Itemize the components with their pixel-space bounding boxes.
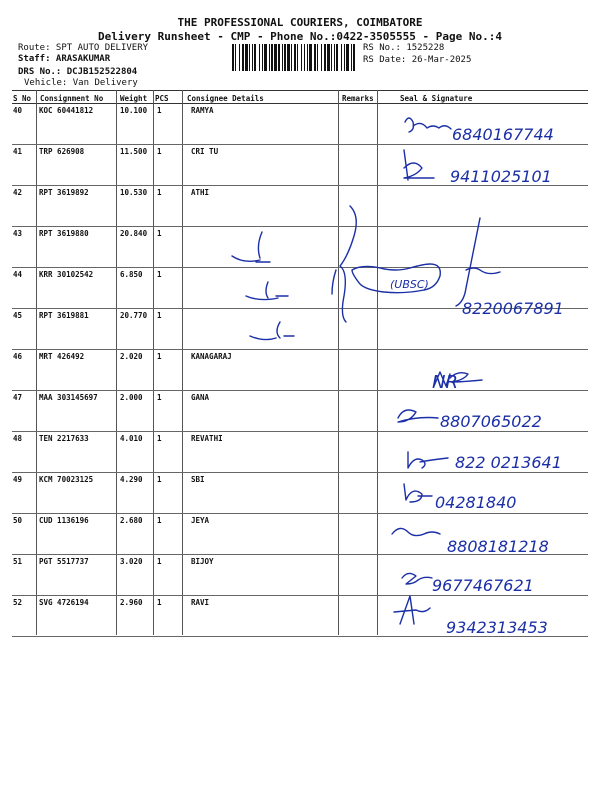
barcode-bar: [245, 44, 248, 71]
consignment-cell: MAA 303145697: [39, 393, 98, 402]
sno-cell: 45: [13, 311, 23, 320]
signature-scrawl-49: [404, 484, 432, 502]
consignee-cell: REVATHI: [191, 434, 223, 443]
pcs-cell: 1: [157, 598, 162, 607]
sno-cell: 52: [13, 598, 23, 607]
pcs-cell: 1: [157, 557, 162, 566]
pcs-cell: 1: [157, 188, 162, 197]
barcode-bar: [271, 44, 273, 71]
row-rule: [12, 431, 588, 432]
oval-mark: [352, 264, 440, 293]
row-rule: [12, 636, 588, 637]
sig-text-43-45-phone: 8220067891: [462, 299, 564, 318]
barcode-bar: [259, 44, 260, 71]
col-pcs: PCS: [155, 94, 169, 103]
sno-cell: 43: [13, 229, 23, 238]
sno-cell: 49: [13, 475, 23, 484]
sig-text-46: NR: [432, 372, 458, 393]
consignee-cell: RAVI: [191, 598, 210, 607]
barcode-bar: [353, 44, 355, 71]
barcode-bar: [278, 44, 280, 71]
drs-label: DRS No.: DCJB152522804: [18, 67, 138, 77]
barcode-bar: [336, 44, 338, 71]
runsheet-subtitle: Delivery Runsheet - CMP - Phone No.:0422-3505555 - Page No.:4: [98, 30, 502, 43]
consignee-cell: CRI TU: [191, 147, 219, 156]
pcs-cell: 1: [157, 434, 162, 443]
barcode-bar: [334, 44, 335, 71]
weight-cell: 4.010: [120, 434, 143, 443]
row-rule: [12, 226, 588, 227]
route-label: Route: SPT AUTO DELIVERY: [18, 43, 149, 53]
pcs-cell: 1: [157, 311, 162, 320]
barcode-bar: [252, 44, 253, 71]
barcode-bar: [274, 44, 277, 71]
consignee-cell: BIJOY: [191, 557, 214, 566]
sig-text-51: 9677467621: [432, 576, 534, 595]
row-rule: [12, 185, 588, 186]
col-consignee: Consignee Details: [187, 94, 264, 103]
barcode-bar: [287, 44, 290, 71]
weight-cell: 4.290: [120, 475, 143, 484]
sig-text-41: 9411025101: [450, 167, 552, 186]
col-weight: Weight: [120, 94, 148, 103]
barcode-bar: [269, 44, 270, 71]
weight-cell: 6.850: [120, 270, 143, 279]
pcs-cell: 1: [157, 229, 162, 238]
consignment-cell: CUD 1136196: [39, 516, 89, 525]
pcs-cell: 1: [157, 352, 162, 361]
barcode-bar: [304, 44, 305, 71]
sig-text-43-45-note: (UBSC): [390, 278, 429, 291]
row-rule: [12, 144, 588, 145]
weight-cell: 20.770: [120, 311, 148, 320]
company-title: THE PROFESSIONAL COURIERS, COIMBATORE: [177, 16, 423, 29]
consignment-cell: SVG 4726194: [39, 598, 89, 607]
barcode-bar: [254, 44, 256, 71]
signature-scrawl-41: [404, 150, 434, 180]
sig-text-49: 04281840: [435, 493, 517, 512]
consignment-cell: RPT 3619880: [39, 229, 89, 238]
sno-cell: 46: [13, 352, 23, 361]
barcode-bar: [294, 44, 296, 71]
barcode-bar: [351, 44, 352, 71]
signature-scrawl-51: [402, 573, 432, 584]
signature-scrawl-50: [392, 528, 440, 535]
barcode-bar: [307, 44, 308, 71]
barcode-image: [232, 44, 356, 71]
consignment-cell: TRP 626908: [39, 147, 85, 156]
barcode-bar: [321, 44, 322, 71]
table-top-rule: [12, 90, 588, 91]
barcode-bar: [324, 44, 326, 71]
brace-mark: [332, 206, 356, 322]
consignment-cell: MRT 426492: [39, 352, 85, 361]
vehicle-label: Vehicle: Van Delivery: [24, 78, 138, 88]
pcs-cell: 1: [157, 475, 162, 484]
weight-cell: 2.680: [120, 516, 143, 525]
weight-cell: 3.020: [120, 557, 143, 566]
barcode-bar: [314, 44, 316, 71]
consignee-cell: JEYA: [191, 516, 210, 525]
sno-cell: 47: [13, 393, 23, 402]
consignee-cell: KANAGARAJ: [191, 352, 232, 361]
sig-text-52: 9342313453: [446, 618, 548, 637]
sno-cell: 40: [13, 106, 23, 115]
sno-cell: 48: [13, 434, 23, 443]
consignment-cell: KCM 70023125: [39, 475, 94, 484]
consignee-cell: ATHI: [191, 188, 210, 197]
signature-scrawl-52: [394, 596, 430, 624]
weight-cell: 10.100: [120, 106, 148, 115]
weight-cell: 11.500: [120, 147, 148, 156]
weight-cell: 2.000: [120, 393, 143, 402]
row-rule: [12, 390, 588, 391]
row-rule: [12, 267, 588, 268]
barcode-bar: [232, 44, 234, 71]
rs-date: RS Date: 26-Mar-2025: [363, 55, 472, 65]
sig-text-47: 8807065022: [440, 412, 542, 431]
row-rule: [12, 349, 588, 350]
signature-scrawl-40: [405, 118, 451, 132]
barcode-bar: [249, 44, 250, 71]
barcode-bar: [291, 44, 292, 71]
weight-cell: 10.530: [120, 188, 148, 197]
staff-label: Staff: ARASAKUMAR: [18, 54, 111, 64]
sno-cell: 50: [13, 516, 23, 525]
header-bottom-rule: [12, 103, 588, 104]
signature-scrawl-43-45: [456, 218, 500, 306]
barcode-bar: [239, 44, 240, 71]
barcode-bar: [297, 44, 298, 71]
barcode-bar: [317, 44, 318, 71]
row-rule: [12, 308, 588, 309]
sig-text-40: 6840167744: [452, 125, 554, 144]
consignee-cell: GANA: [191, 393, 210, 402]
pcs-cell: 1: [157, 270, 162, 279]
barcode-bar: [301, 44, 302, 71]
consignment-cell: RPT 3619892: [39, 188, 89, 197]
ditto-mark-44: [246, 282, 288, 300]
sno-cell: 41: [13, 147, 23, 156]
barcode-bar: [235, 44, 236, 71]
weight-cell: 2.960: [120, 598, 143, 607]
barcode-bar: [341, 44, 342, 71]
consignee-cell: SBI: [191, 475, 205, 484]
barcode-bar: [284, 44, 286, 71]
barcode-bar: [327, 44, 330, 71]
sig-text-50: 8808181218: [447, 537, 549, 556]
consignment-cell: PGT 5517737: [39, 557, 89, 566]
pcs-cell: 1: [157, 516, 162, 525]
sno-cell: 51: [13, 557, 23, 566]
sno-cell: 42: [13, 188, 23, 197]
col-seal-signature: Seal & Signature: [400, 94, 473, 103]
pcs-cell: 1: [157, 393, 162, 402]
weight-cell: 2.020: [120, 352, 143, 361]
barcode-bar: [331, 44, 332, 71]
row-rule: [12, 472, 588, 473]
row-rule: [12, 513, 588, 514]
col-remarks: Remarks: [342, 94, 374, 103]
row-rule: [12, 595, 588, 596]
sig-text-48: 822 0213641: [455, 453, 562, 472]
barcode-bar: [264, 44, 267, 71]
consignment-cell: RPT 3619881: [39, 311, 89, 320]
barcode-bar: [346, 44, 349, 71]
consignee-cell: RAMYA: [191, 106, 214, 115]
sno-cell: 44: [13, 270, 23, 279]
barcode-bar: [262, 44, 263, 71]
col-sno: S No: [13, 94, 32, 103]
signature-scrawl-48: [408, 452, 448, 468]
col-consignment: Consignment No: [40, 94, 104, 103]
consignment-cell: KOC 60441812: [39, 106, 94, 115]
ditto-mark-43: [232, 232, 270, 262]
barcode-bar: [344, 44, 345, 71]
consignment-cell: KRR 30102542: [39, 270, 94, 279]
consignment-cell: TEN 2217633: [39, 434, 89, 443]
signature-scrawl-47: [398, 410, 438, 422]
pcs-cell: 1: [157, 106, 162, 115]
ditto-mark-45: [250, 322, 294, 340]
rs-number: RS No.: 1525228: [363, 43, 445, 53]
signature-scrawl-46: [434, 372, 482, 386]
row-rule: [12, 554, 588, 555]
barcode-bar: [282, 44, 283, 71]
pcs-cell: 1: [157, 147, 162, 156]
weight-cell: 20.840: [120, 229, 148, 238]
barcode-bar: [242, 44, 244, 71]
barcode-bar: [309, 44, 312, 71]
